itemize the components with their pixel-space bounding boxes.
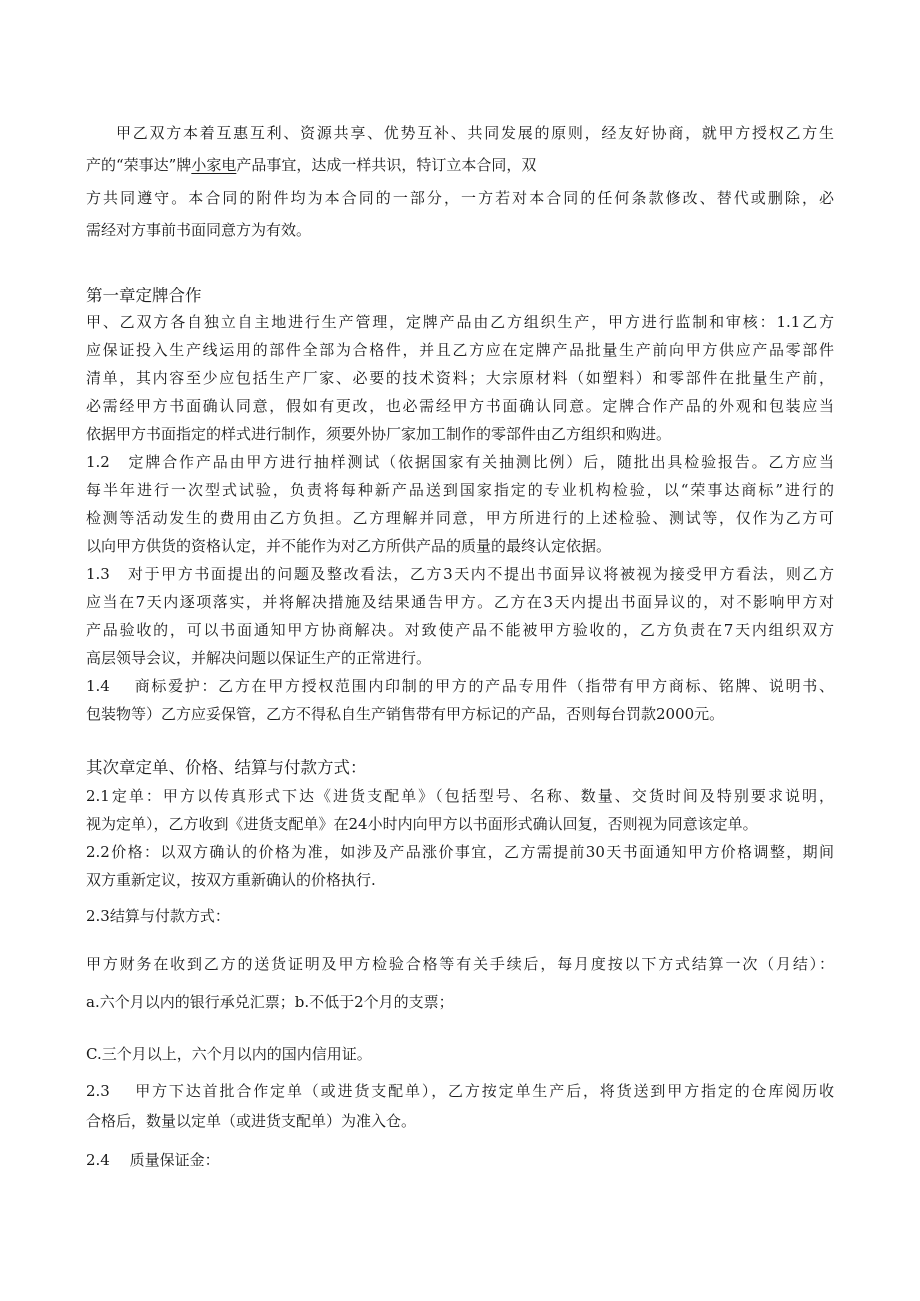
intro-line-2-pre: 产的“荣事达”牌 xyxy=(86,156,192,174)
chapter-2-line: 2.2价格：以双方确认的价格为准，如涉及产品涨价事宜，乙方需提前30天书面通知甲方价格调整，期间 xyxy=(86,843,834,861)
intro-line-2 xyxy=(86,151,834,179)
chapter-1-line: 每半年进行一次型式试验，负责将每种新产品送到国家指定的专业机构检验，以“荣事达商标”进行的 xyxy=(86,481,834,499)
intro-line-1: 甲乙双方本着互惠互利、资源共享、优势互补、共同发展的原则，经友好协商，就甲方授权乙方生 xyxy=(116,124,834,142)
chapter-1-line: 1.2 定牌合作产品由甲方进行抽样测试（依据国家有关抽测比例）后，随批出具检验报告。乙方应当 xyxy=(86,453,834,471)
chapter-1-line: 依据甲方书面指定的样式进行制作，须要外协厂家加工制作的零部件由乙方组织和购进。 xyxy=(86,425,672,443)
chapter-1-line: 以向甲方供货的资格认定，并不能作为对乙方所供产品的质量的最终认定依据。 xyxy=(86,537,612,555)
payment-option-ab: a.六个月以内的银行承兑汇票；b.不低于2个月的支票； xyxy=(86,993,454,1011)
chapter-1-line: 必需经甲方书面确认同意，假如有更改，也必需经甲方书面确认同意。定牌合作产品的外观和包装应当 xyxy=(86,397,834,415)
chapter-1-line: 产品验收的，可以书面通知甲方协商解决。对致使产品不能被甲方验收的，乙方负责在7天内组织双方 xyxy=(86,621,834,639)
chapter-1-line: 甲、乙双方各自独立自主地进行生产管理，定牌产品由乙方组织生产，甲方进行监制和审核：1.1乙方 xyxy=(86,313,834,331)
intro-line-2-post: 产品事宜，达成一样共识，特订立本合同，双 xyxy=(236,156,537,174)
chapter-2-line: 视为定单），乙方收到《进货支配单》在24小时内向甲方以书面形式确认回复，否则视为同意该定单。 xyxy=(86,815,758,833)
chapter-2-line: 2.1定单：甲方以传真形式下达《进货支配单》（包括型号、名称、数量、交货时间及特别要求说明， xyxy=(86,787,834,805)
chapter-1-line: 高层领导会议，并解决问题以保证生产的正常进行。 xyxy=(86,649,432,667)
intro-line-3: 方共同遵守。本合同的附件均为本合同的一部分，一方若对本合同的任何条款修改、替代或删除，必 xyxy=(86,189,834,207)
payment-option-c: C.三个月以上，六个月以内的国内信用证。 xyxy=(86,1045,372,1063)
chapter-1-line: 清单，其内容至少应包括生产厂家、必要的技术资料；大宗原材料（如塑料）和零部件在批量生产前， xyxy=(86,369,834,387)
chapter-1-title: 第一章定牌合作 xyxy=(86,286,202,305)
section-2-3b-line-1: 2.3 甲方下达首批合作定单（或进货支配单），乙方按定单生产后，将货送到甲方指定的仓库阅历收 xyxy=(86,1082,834,1100)
settlement-text: 甲方财务在收到乙方的送货证明及甲方检验合格等有关手续后，每月度按以下方式结算一次（月结）： xyxy=(86,955,834,973)
chapter-1-line: 检测等活动发生的费用由乙方负担。乙方理解并同意，甲方所进行的上述检验、测试等，仅作为乙方可 xyxy=(86,509,834,527)
section-2-4-title: 2.4 质量保证金： xyxy=(86,1151,220,1169)
chapter-1-line: 1.4 商标爱护：乙方在甲方授权范围内印制的甲方的产品专用件（指带有甲方商标、铭牌、说明书、 xyxy=(86,677,834,695)
chapter-1-line: 应保证投入生产线运用的部件全部为合格件，并且乙方应在定牌产品批量生产前向甲方供应产品零部件 xyxy=(86,341,834,359)
product-link[interactable]: 小家电 xyxy=(191,156,237,174)
chapter-2-line: 双方重新定议，按双方重新确认的价格执行. xyxy=(86,871,376,889)
chapter-1-line: 包装物等）乙方应妥保管，乙方不得私自生产销售带有甲方标记的产品，否则每台罚款2000元。 xyxy=(86,705,725,723)
section-2-3-title: 2.3结算与付款方式： xyxy=(86,907,230,925)
chapter-1-line: 应当在7天内逐项落实，并将解决措施及结果通告甲方。乙方在3天内提出书面异议的，对不影响甲方对 xyxy=(86,593,834,611)
chapter-1-line: 1.3 对于甲方书面提出的问题及整改看法，乙方3天内不提出书面异议将被视为接受甲方看法，则乙方 xyxy=(86,565,834,583)
intro-line-4: 需经对方事前书面同意方为有效。 xyxy=(86,221,312,239)
section-2-3b-line-2: 合格后，数量以定单（或进货支配单）为准入仓。 xyxy=(86,1112,417,1130)
chapter-2-title: 其次章定单、价格、结算与付款方式： xyxy=(86,758,367,777)
